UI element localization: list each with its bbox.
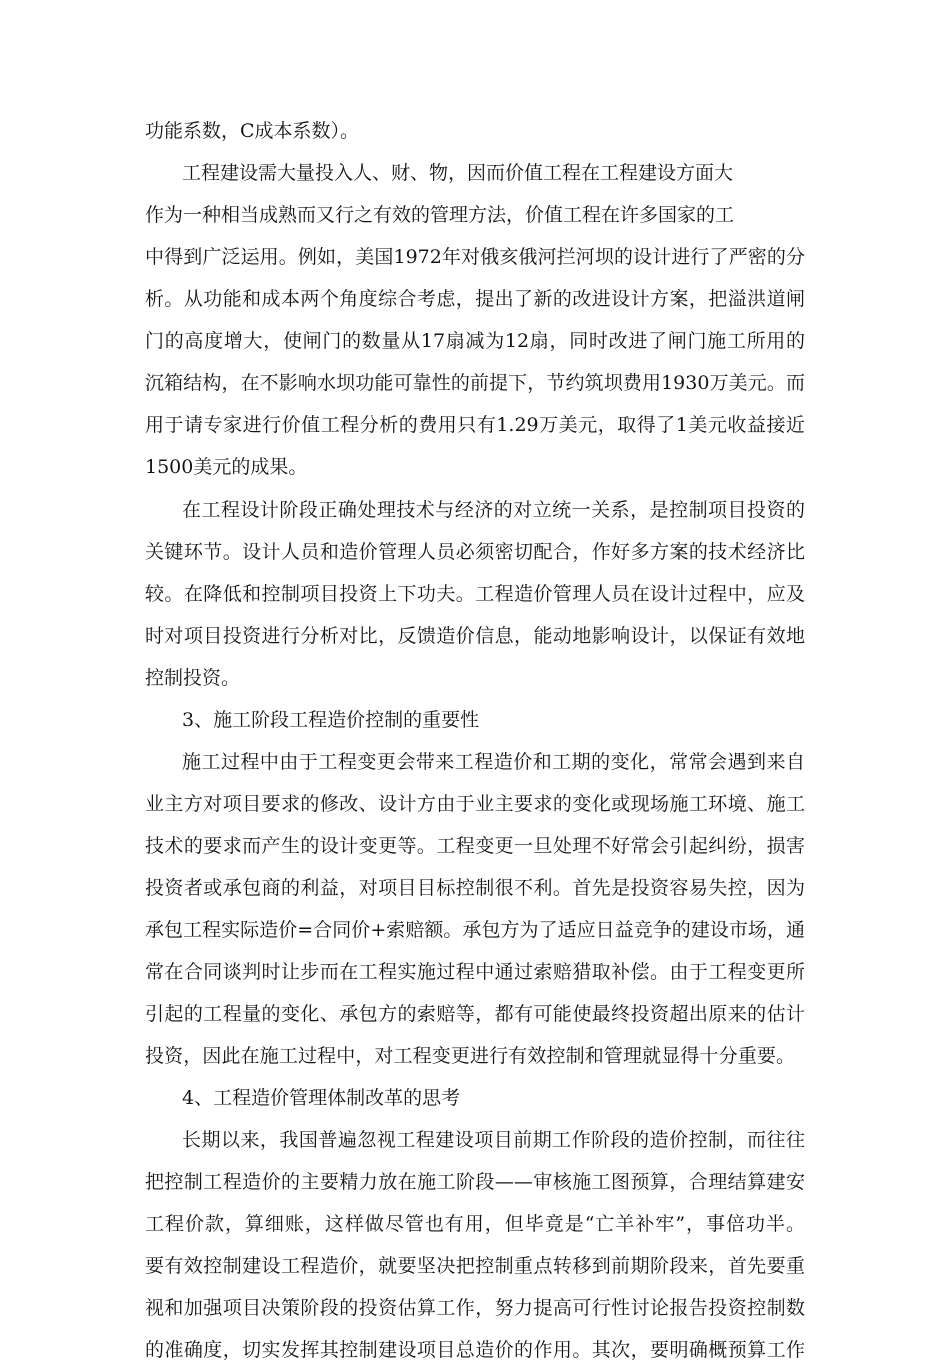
paragraph-line: 工程价款，算细账，这样做尽管也有用，但毕竟是“亡羊补牢”，事倍功半。	[145, 1213, 805, 1235]
section-heading: 3、施工阶段工程造价控制的重要性	[182, 709, 480, 731]
paragraph-line: 作为一种相当成熟而又行之有效的管理方法，价值工程在许多国家的工	[145, 204, 735, 226]
paragraph-line: 视和加强项目决策阶段的投资估算工作，努力提高可行性讨论报告投资控制数	[145, 1297, 805, 1319]
paragraph-line: 中得到广泛运用。例如，美国1972年对俄亥俄河拦河坝的设计进行了严密的分	[145, 246, 805, 268]
paragraph-line: 常在合同谈判时让步而在工程实施过程中通过索赔猎取补偿。由于工程变更所	[145, 961, 805, 983]
paragraph-line: 的准确度，切实发挥其控制建设项目总造价的作用。其次，要明确概预算工作	[145, 1339, 805, 1361]
paragraph-line: 引起的工程量的变化、承包方的索赔等，都有可能使最终投资超出原来的估计	[145, 1003, 805, 1025]
paragraph-line: 把控制工程造价的主要精力放在施工阶段——审核施工图预算，合理结算建安	[145, 1171, 805, 1193]
paragraph-line: 施工过程中由于工程变更会带来工程造价和工期的变化，常常会遇到来自	[182, 751, 805, 773]
paragraph-line: 1500美元的成果。	[145, 456, 308, 478]
paragraph-line: 较。在降低和控制项目投资上下功夫。工程造价管理人员在设计过程中，应及	[145, 583, 805, 605]
paragraph-line: 业主方对项目要求的修改、设计方由于业主要求的变化或现场施工环境、施工	[145, 793, 805, 815]
paragraph-line: 工程建设需大量投入人、财、物，因而价值工程在工程建设方面大	[182, 162, 734, 184]
paragraph-line: 用于请专家进行价值工程分析的费用只有1.29万美元，取得了1美元收益接近	[145, 414, 805, 436]
paragraph-line: 技术的要求而产生的设计变更等。工程变更一旦处理不好常会引起纠纷，损害	[145, 835, 805, 857]
paragraph-line: 时对项目投资进行分析对比，反馈造价信息，能动地影响设计，以保证有效地	[145, 625, 805, 647]
paragraph-line: 在工程设计阶段正确处理技术与经济的对立统一关系，是控制项目投资的	[182, 499, 805, 521]
paragraph-line: 要有效控制建设工程造价，就要坚决把控制重点转移到前期阶段来，首先要重	[145, 1255, 805, 1277]
paragraph-line: 投资者或承包商的利益，对项目目标控制很不利。首先是投资容易失控，因为	[145, 877, 805, 899]
paragraph-line: 门的高度增大，使闸门的数量从17扇减为12扇，同时改进了闸门施工所用的	[145, 330, 805, 352]
paragraph-line: 功能系数，C成本系数）。	[145, 120, 360, 142]
paragraph-line: 析。从功能和成本两个角度综合考虑，提出了新的改进设计方案，把溢洪道闸	[145, 288, 805, 310]
paragraph-line: 投资，因此在施工过程中，对工程变更进行有效控制和管理就显得十分重要。	[145, 1045, 795, 1067]
paragraph-line: 长期以来，我国普遍忽视工程建设项目前期工作阶段的造价控制，而往往	[182, 1129, 805, 1151]
section-heading: 4、工程造价管理体制改革的思考	[182, 1087, 461, 1109]
paragraph-line: 沉箱结构，在不影响水坝功能可靠性的前提下，节约筑坝费用1930万美元。而	[145, 372, 805, 394]
paragraph-line: 承包工程实际造价=合同价+索赔额。承包方为了适应日益竞争的建设市场，通	[145, 919, 805, 941]
paragraph-line: 控制投资。	[145, 667, 241, 689]
paragraph-line: 关键环节。设计人员和造价管理人员必须密切配合，作好多方案的技术经济比	[145, 541, 805, 563]
